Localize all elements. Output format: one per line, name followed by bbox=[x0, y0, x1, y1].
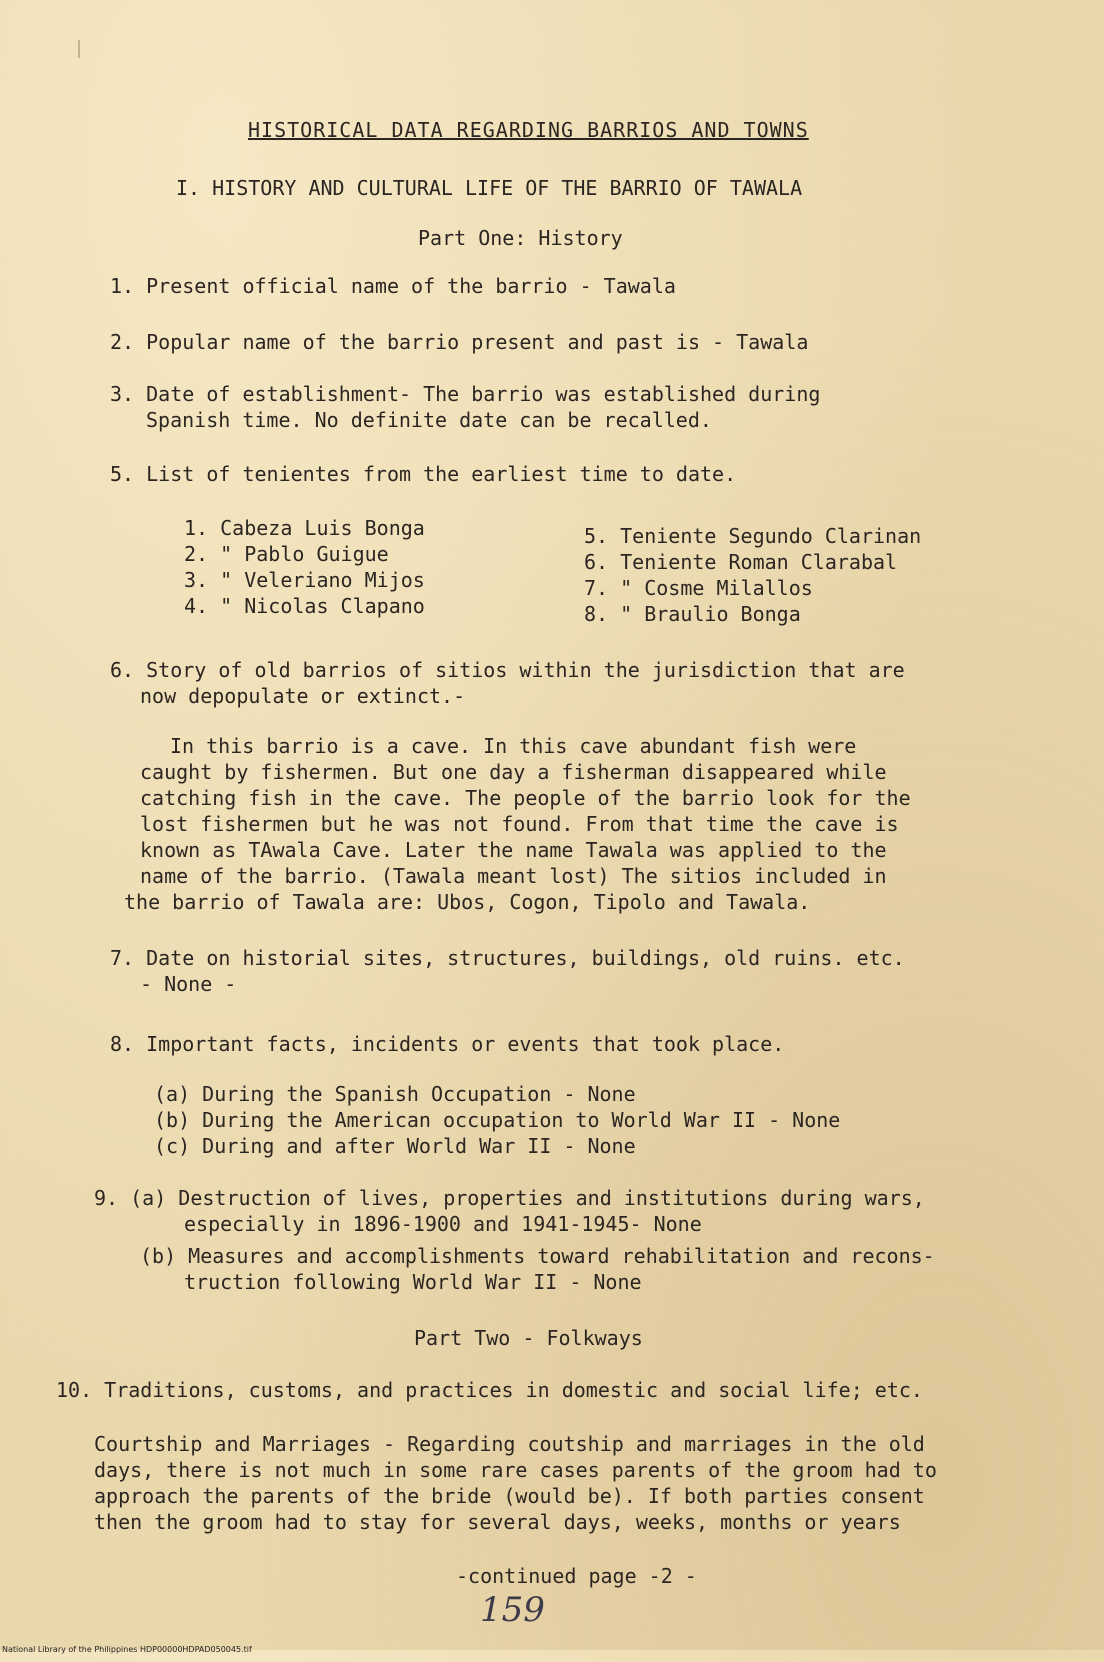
item-1: 1. Present official name of the barrio - Tawala bbox=[110, 274, 676, 298]
story-line: In this barrio is a cave. In this cave abundant fish were bbox=[170, 734, 857, 758]
teniente-entry: 1. Cabeza Luis Bonga bbox=[184, 516, 425, 540]
teniente-entry: 5. Teniente Segundo Clarinan bbox=[584, 524, 922, 548]
item-9a-line-2: especially in 1896-1900 and 1941-1945- None bbox=[184, 1212, 702, 1236]
item-8-subitem: (a) During the Spanish Occupation - None bbox=[154, 1082, 636, 1106]
teniente-entry: 7. " Cosme Milallos bbox=[584, 576, 813, 600]
courtship-line: Courtship and Marriages - Regarding coutship and marriages in the old bbox=[94, 1432, 925, 1456]
teniente-entry: 3. " Veleriano Mijos bbox=[184, 568, 425, 592]
courtship-line: approach the parents of the bride (would be). If both parties consent bbox=[94, 1484, 925, 1508]
document-title: HISTORICAL DATA REGARDING BARRIOS AND TOWNS bbox=[248, 118, 809, 142]
item-7-line-2: - None - bbox=[140, 972, 237, 996]
teniente-entry: 8. " Braulio Bonga bbox=[584, 602, 801, 626]
paper-mark bbox=[78, 40, 80, 58]
item-9b-line-1: (b) Measures and accomplishments toward rehabilitation and recons- bbox=[140, 1244, 935, 1268]
item-6-line-1: 6. Story of old barrios of sitios within the jurisdiction that are bbox=[110, 658, 905, 682]
part-two-heading: Part Two - Folkways bbox=[414, 1326, 643, 1350]
item-6-line-2: now depopulate or extinct.- bbox=[140, 684, 466, 708]
item-2: 2. Popular name of the barrio present and past is - Tawala bbox=[110, 330, 809, 354]
courtship-line: then the groom had to stay for several days, weeks, months or years bbox=[94, 1510, 901, 1534]
courtship-line: days, there is not much in some rare cases parents of the groom had to bbox=[94, 1458, 937, 1482]
item-3-line-1: 3. Date of establishment- The barrio was established during bbox=[110, 382, 821, 406]
teniente-entry: 2. " Pablo Guigue bbox=[184, 542, 389, 566]
item-8-subitem: (b) During the American occupation to World War II - None bbox=[154, 1108, 841, 1132]
continued-note: -continued page -2 - bbox=[456, 1564, 697, 1588]
story-line: known as TAwala Cave. Later the name Tawala was applied to the bbox=[140, 838, 887, 862]
item-9b-line-2: truction following World War II - None bbox=[184, 1270, 642, 1294]
story-line: caught by fishermen. But one day a fisherman disappeared while bbox=[140, 760, 887, 784]
footer-credit: National Library of the Philippines HDP00000HDPAD050045.tif bbox=[2, 1645, 252, 1654]
item-3-line-2: Spanish time. No definite date can be recalled. bbox=[146, 408, 712, 432]
section-heading: I. HISTORY AND CULTURAL LIFE OF THE BARRIO OF TAWALA bbox=[176, 176, 803, 200]
page-number: 159 bbox=[480, 1590, 545, 1630]
teniente-entry: 4. " Nicolas Clapano bbox=[184, 594, 425, 618]
story-line: catching fish in the cave. The people of the barrio look for the bbox=[140, 786, 911, 810]
item-10: 10. Traditions, customs, and practices in domestic and social life; etc. bbox=[56, 1378, 923, 1402]
teniente-entry: 6. Teniente Roman Clarabal bbox=[584, 550, 898, 574]
story-line: name of the barrio. (Tawala meant lost) The sitios included in bbox=[140, 864, 887, 888]
item-9a-line-1: 9. (a) Destruction of lives, properties and institutions during wars, bbox=[94, 1186, 925, 1210]
story-line: the barrio of Tawala are: Ubos, Cogon, Tipolo and Tawala. bbox=[124, 890, 811, 914]
item-7-line-1: 7. Date on historial sites, structures, buildings, old ruins. etc. bbox=[110, 946, 905, 970]
story-line: lost fishermen but he was not found. From that time the cave is bbox=[140, 812, 899, 836]
item-8: 8. Important facts, incidents or events that took place. bbox=[110, 1032, 785, 1056]
item-5: 5. List of tenientes from the earliest time to date. bbox=[110, 462, 737, 486]
part-one-heading: Part One: History bbox=[418, 226, 623, 250]
item-8-subitem: (c) During and after World War II - None bbox=[154, 1134, 636, 1158]
